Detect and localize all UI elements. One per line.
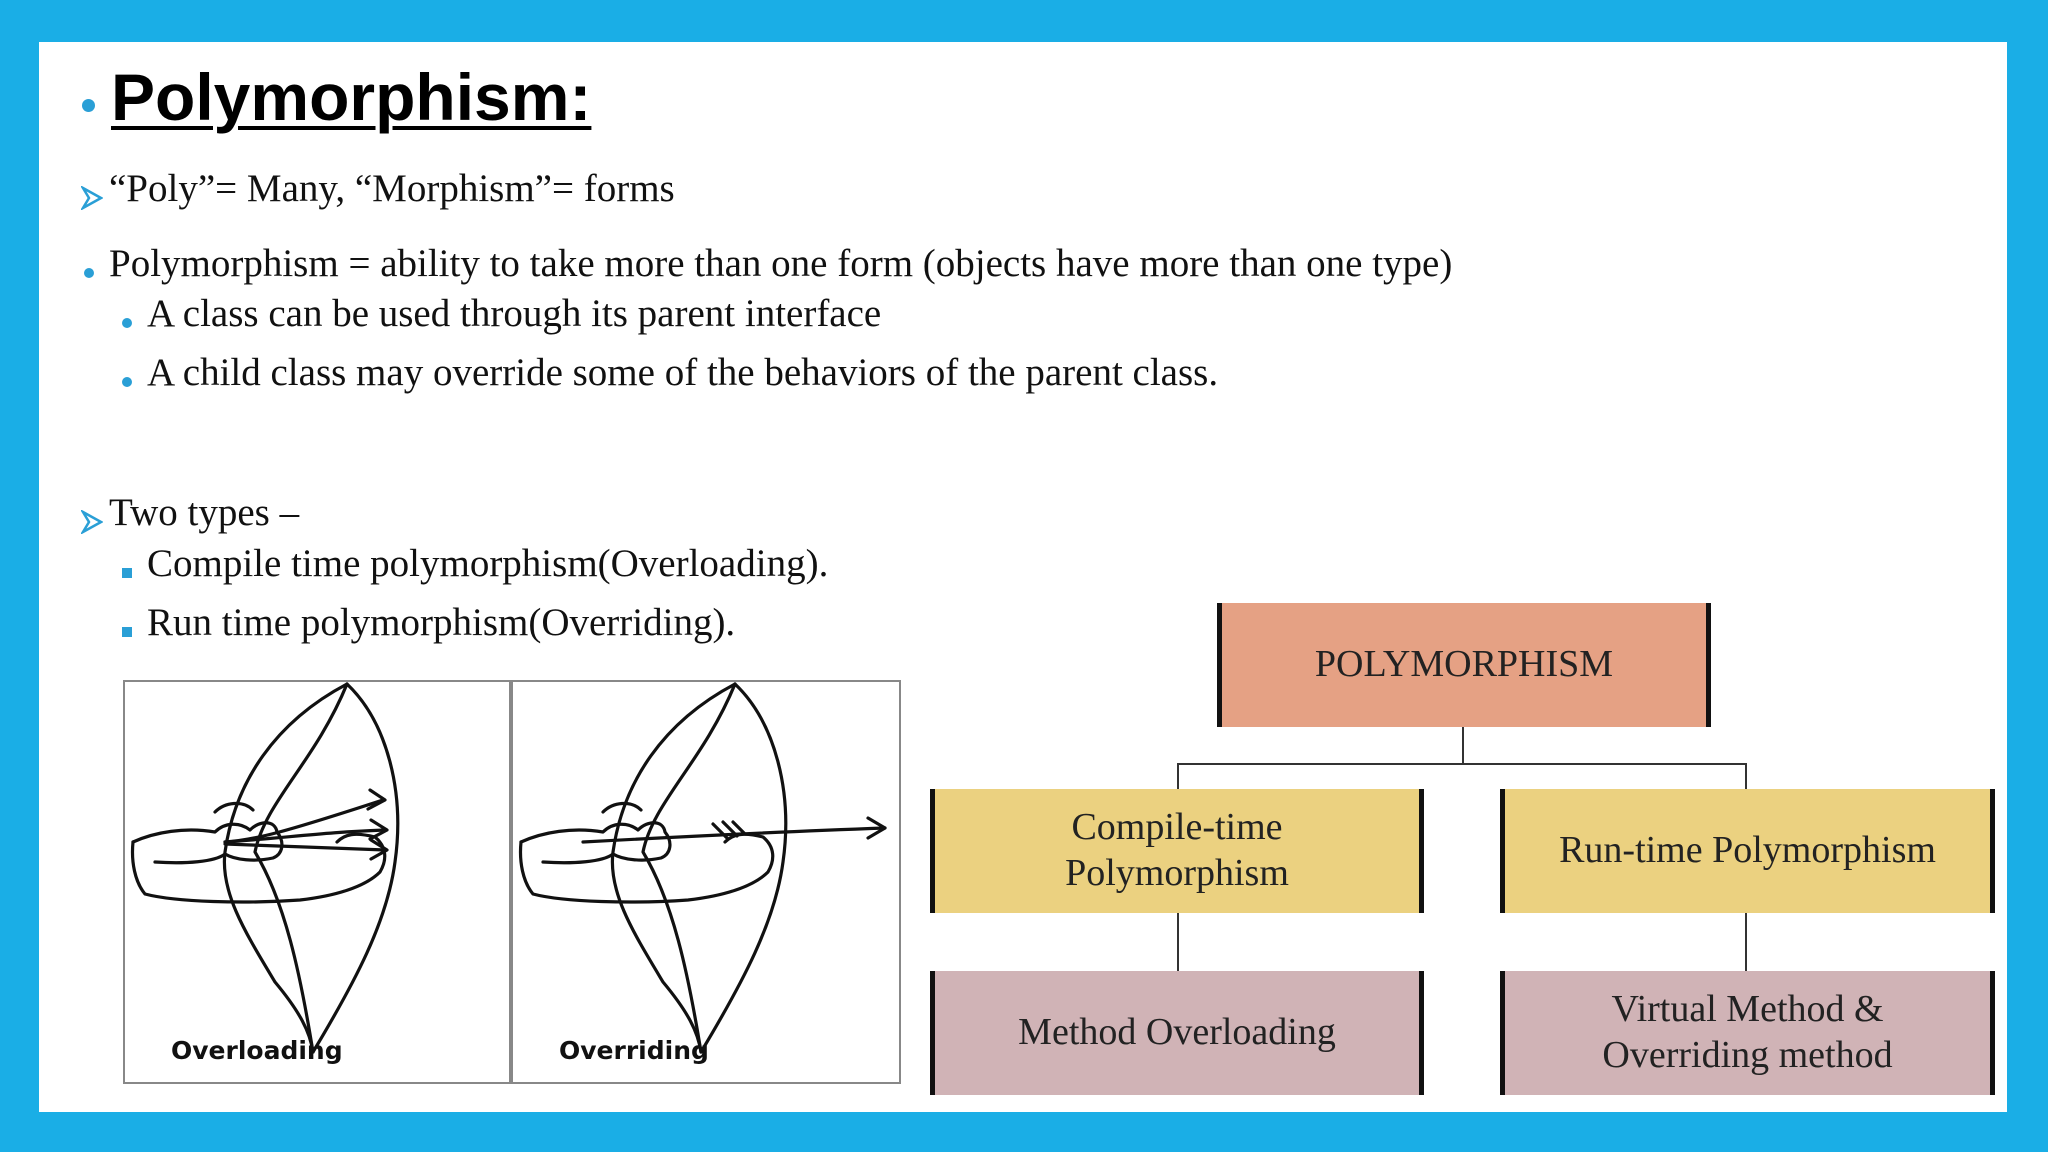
overloading-figure [123,680,511,1084]
virtual-method-label-line1: Virtual Method & [1611,988,1884,1031]
definition-text: “Poly”= Many, “Morphism”= forms [109,167,675,210]
sub-bullet-dot [122,318,132,328]
sub-bullet-dot [122,377,132,387]
type-item: Compile time polymorphism(Overloading). [147,542,829,585]
bow-overriding-icon [513,682,903,1086]
virtual-method-box [1500,971,1995,1095]
title-bullet [82,99,95,112]
connector [1177,763,1179,791]
slide-title: Polymorphism: [111,60,592,134]
sub-bullet-text: A class can be used through its parent interface [147,292,882,335]
square-bullet [122,627,132,637]
bullet-dot [84,268,94,278]
overloading-caption: Overloading [171,1036,343,1065]
bow-overloading-icon [125,682,513,1086]
type-item: Run time polymorphism(Overriding). [147,601,736,644]
connector [1177,913,1179,971]
connector [1745,763,1747,791]
method-overloading-label: Method Overloading [1018,1011,1336,1054]
run-time-label: Run-time Polymorphism [1559,829,1936,872]
compile-time-label-line1: Compile-time [1071,806,1283,849]
types-heading: Two types – [109,491,300,534]
run-time-box [1500,789,1995,913]
arrow-bullet-icon [81,186,103,210]
sub-bullet-text: A child class may override some of the behaviors of the parent class. [147,351,1219,394]
compile-time-label-line2: Polymorphism [1065,852,1289,894]
connector [1745,913,1747,971]
method-overloading-box [930,971,1424,1095]
overriding-caption: Overriding [559,1036,709,1065]
connector [1462,727,1464,763]
square-bullet [122,568,132,578]
virtual-method-label-line2: Overriding method [1602,1034,1893,1076]
connector [1177,763,1747,765]
bullet-text: Polymorphism = ability to take more than one form (objects have more than one type) [109,242,1453,285]
diagram-root-label: POLYMORPHISM [1314,643,1614,686]
overriding-figure [511,680,901,1084]
arrow-bullet-icon [81,510,103,534]
diagram-root-box [1217,603,1711,727]
slide [39,42,2007,1112]
compile-time-box [930,789,1424,913]
